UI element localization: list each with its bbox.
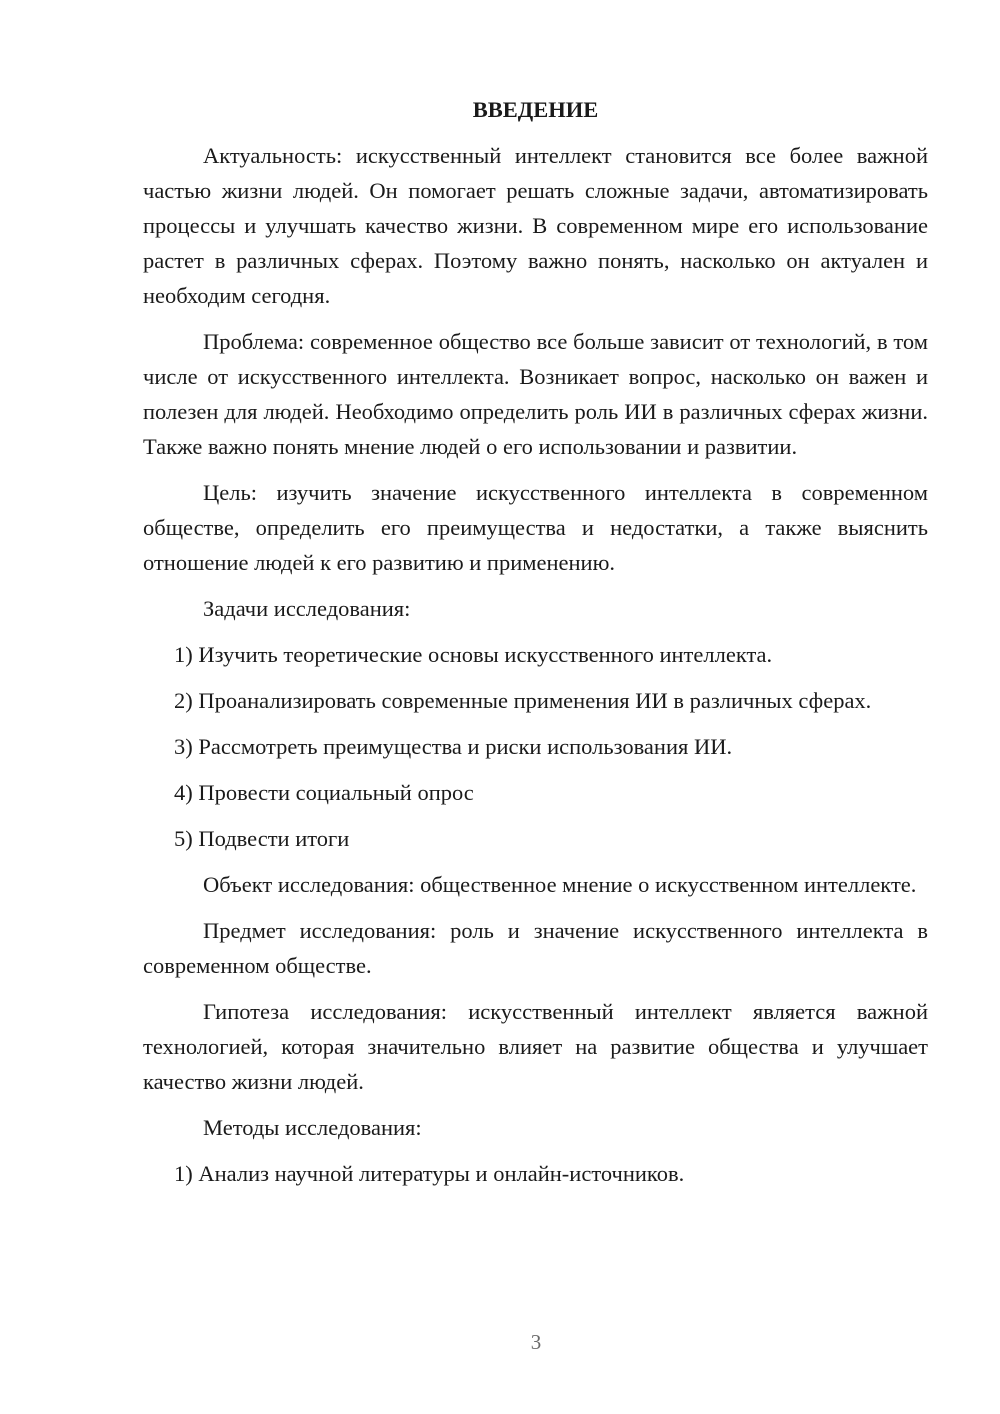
goal-paragraph: Цель: изучить значение искусственного интеллекта в современном обществе, определить его преимущества и недостатки, а также выяснить отношение людей к его развитию и применению. bbox=[143, 480, 928, 575]
task-item: 3) Рассмотреть преимущества и риски использования ИИ. bbox=[174, 734, 733, 759]
section-heading: ВВЕДЕНИЕ bbox=[472, 97, 599, 122]
methods-label: Методы исследования: bbox=[203, 1115, 422, 1140]
method-item: 1) Анализ научной литературы и онлайн-источников. bbox=[174, 1161, 685, 1186]
page-number: 3 bbox=[530, 1330, 542, 1354]
relevance-paragraph: Актуальность: искусственный интеллект становится все более важной частью жизни людей. Он помогает решать сложные задачи, автоматизировать процессы и улучшать качество жизни. В современном мире его использование растет в различных сферах. Поэтому важно понять, насколько он актуален и необходим сегодня. bbox=[143, 143, 928, 308]
object-paragraph: Объект исследования: общественное мнение о искусственном интеллекте. bbox=[203, 872, 917, 897]
hypothesis-paragraph: Гипотеза исследования: искусственный интеллект является важной технологией, которая значительно влияет на развитие общества и улучшает качество жизни людей. bbox=[143, 999, 928, 1094]
task-item: 4) Провести социальный опрос bbox=[174, 780, 474, 805]
task-item: 5) Подвести итоги bbox=[174, 826, 350, 851]
problem-paragraph: Проблема: современное общество все больше зависит от технологий, в том числе от искусственного интеллекта. Возникает вопрос, насколько он важен и полезен для людей. Необходимо определить роль ИИ в различных сферах жизни. Также важно понять мнение людей о его использовании и развитии. bbox=[143, 329, 928, 459]
tasks-label: Задачи исследования: bbox=[203, 596, 411, 621]
task-item: 2) Проанализировать современные применения ИИ в различных сферах. bbox=[174, 688, 872, 713]
document-body bbox=[143, 92, 928, 1202]
task-item: 1) Изучить теоретические основы искусственного интеллекта. bbox=[174, 642, 773, 667]
subject-paragraph: Предмет исследования: роль и значение искусственного интеллекта в современном обществе. bbox=[143, 918, 928, 978]
